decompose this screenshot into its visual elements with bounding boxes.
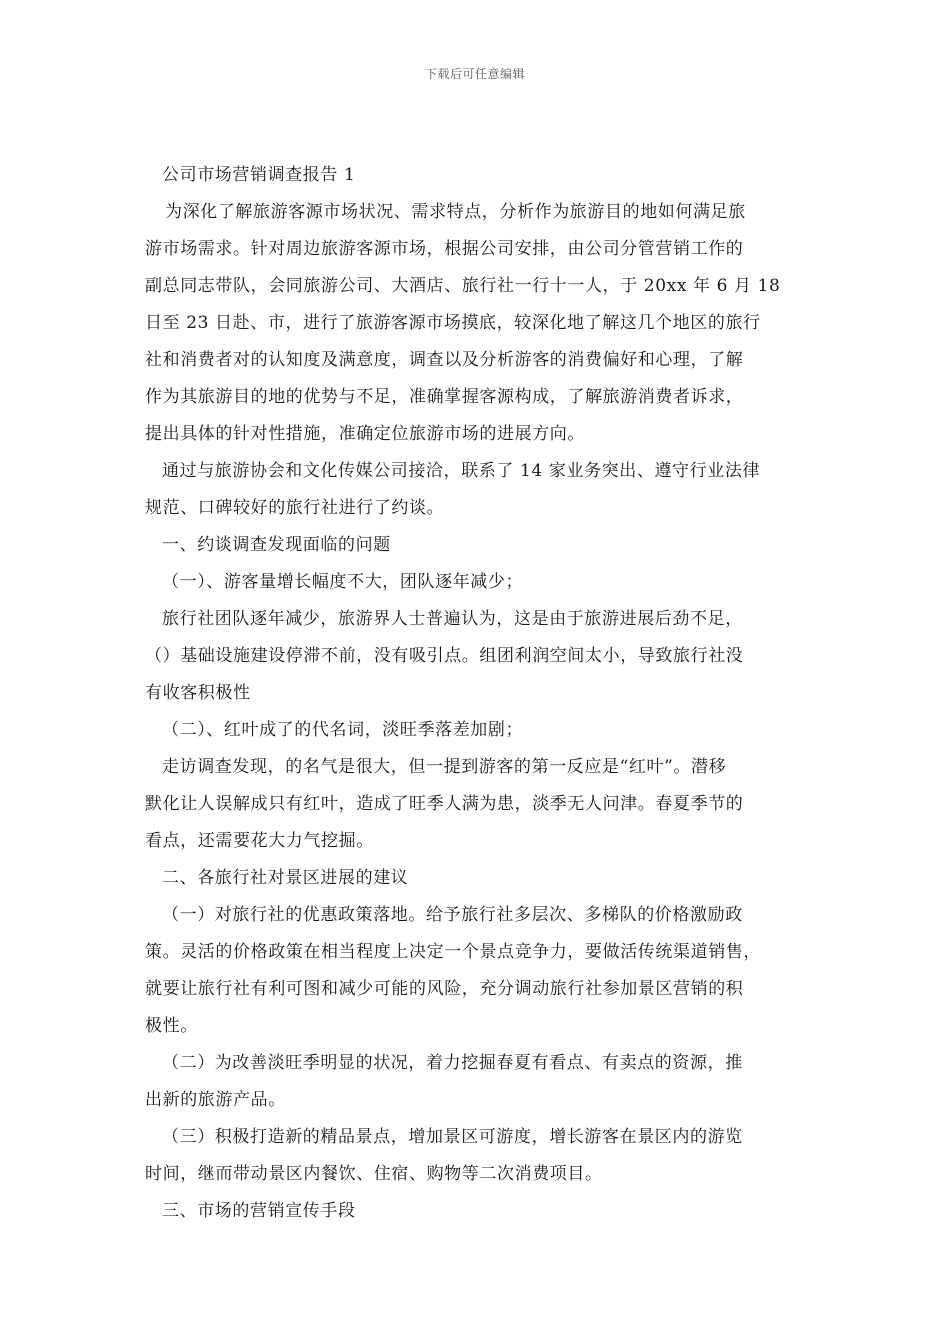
paragraph-line: 为深化了解旅游客源市场状况、需求特点，分析作为旅游目的地如何满足旅 bbox=[165, 202, 746, 222]
paragraph-line: 策。灵活的价格政策在相当程度上决定一个景点竞争力，要做活传统渠道销售， bbox=[145, 942, 761, 962]
subheading-1-2: （二）、红叶成了的代名词，淡旺季落差加剧； bbox=[162, 720, 524, 740]
paragraph-2-1 bbox=[145, 897, 810, 1045]
paragraph-1-1 bbox=[145, 601, 810, 712]
intro-paragraph bbox=[145, 194, 810, 453]
subheading-1-1: （一）、游客量增长幅度不大，团队逐年减少； bbox=[162, 572, 524, 592]
page-header: 下载后可任意编辑 bbox=[424, 67, 525, 81]
paragraph-line: 游市场需求。针对周边旅游客源市场，根据公司安排，由公司分管营销工作的 bbox=[145, 239, 744, 259]
paragraph-line: 走访调查发现，的名气是很大，但一提到游客的第一反应是“红叶”。潜移 bbox=[162, 757, 727, 777]
paragraph-line: 副总同志带队，会同旅游公司、大酒店、旅行社一行十一人，于 20xx 年 6 月 18 bbox=[145, 276, 781, 296]
paragraph-1-2 bbox=[145, 749, 810, 860]
section-heading-1: 一、约谈调查发现面临的问题 bbox=[162, 535, 391, 555]
paragraph-line: （二）为改善淡旺季明显的状况，着力挖掘春夏有看点、有卖点的资源，推 bbox=[162, 1053, 743, 1073]
paragraph-2-3 bbox=[145, 1119, 810, 1193]
document-title: 公司市场营销调查报告 1 bbox=[162, 165, 356, 185]
paragraph-line: 有收客积极性 bbox=[145, 683, 251, 703]
paragraph-line: （一）对旅行社的优惠政策落地。给予旅行社多层次、多梯队的价格激励政 bbox=[162, 905, 743, 925]
paragraph-line: 社和消费者对的认知度及满意度，调查以及分析游客的消费偏好和心理，了解 bbox=[145, 350, 744, 370]
paragraph-line: 时间，继而带动景区内餐饮、住宿、购物等二次消费项目。 bbox=[145, 1164, 603, 1184]
paragraph-line: 提出具体的针对性措施，准确定位旅游市场的进展方向。 bbox=[145, 424, 585, 444]
section-heading-2: 二、各旅行社对景区进展的建议 bbox=[162, 868, 409, 888]
contact-paragraph bbox=[145, 453, 810, 527]
paragraph-line: 极性。 bbox=[145, 1016, 198, 1036]
paragraph-line: 日至 23 日赴、市，进行了旅游客源市场摸底，较深化地了解这几个地区的旅行 bbox=[145, 313, 761, 333]
paragraph-line: （）基础设施建设停滞不前，没有吸引点。组团利润空间太小，导致旅行社没 bbox=[145, 646, 744, 666]
paragraph-line: 默化让人误解成只有红叶，造成了旺季人满为患，淡季无人问津。春夏季节的 bbox=[145, 794, 744, 814]
paragraph-line: 看点，还需要花大力气挖掘。 bbox=[145, 831, 374, 851]
paragraph-line: 出新的旅游产品。 bbox=[145, 1090, 286, 1110]
paragraph-2-2 bbox=[145, 1045, 810, 1119]
paragraph-line: 旅行社团队逐年减少，旅游界人士普遍认为，这是由于旅游进展后劲不足， bbox=[162, 609, 743, 629]
paragraph-line: 规范、口碑较好的旅行社进行了约谈。 bbox=[145, 498, 445, 518]
paragraph-line: 作为其旅游目的地的优势与不足，准确掌握客源构成，了解旅游消费者诉求， bbox=[145, 387, 744, 407]
paragraph-line: 通过与旅游协会和文化传媒公司接洽，联系了 14 家业务突出、遵守行业法律 bbox=[162, 461, 761, 481]
document-body bbox=[145, 157, 810, 1230]
section-heading-3: 三、市场的营销宣传手段 bbox=[162, 1201, 356, 1221]
paragraph-line: 就要让旅行社有利可图和减少可能的风险，充分调动旅行社参加景区营销的积 bbox=[145, 979, 744, 999]
paragraph-line: （三）积极打造新的精品景点，增加景区可游度，增长游客在景区内的游览 bbox=[162, 1127, 743, 1147]
